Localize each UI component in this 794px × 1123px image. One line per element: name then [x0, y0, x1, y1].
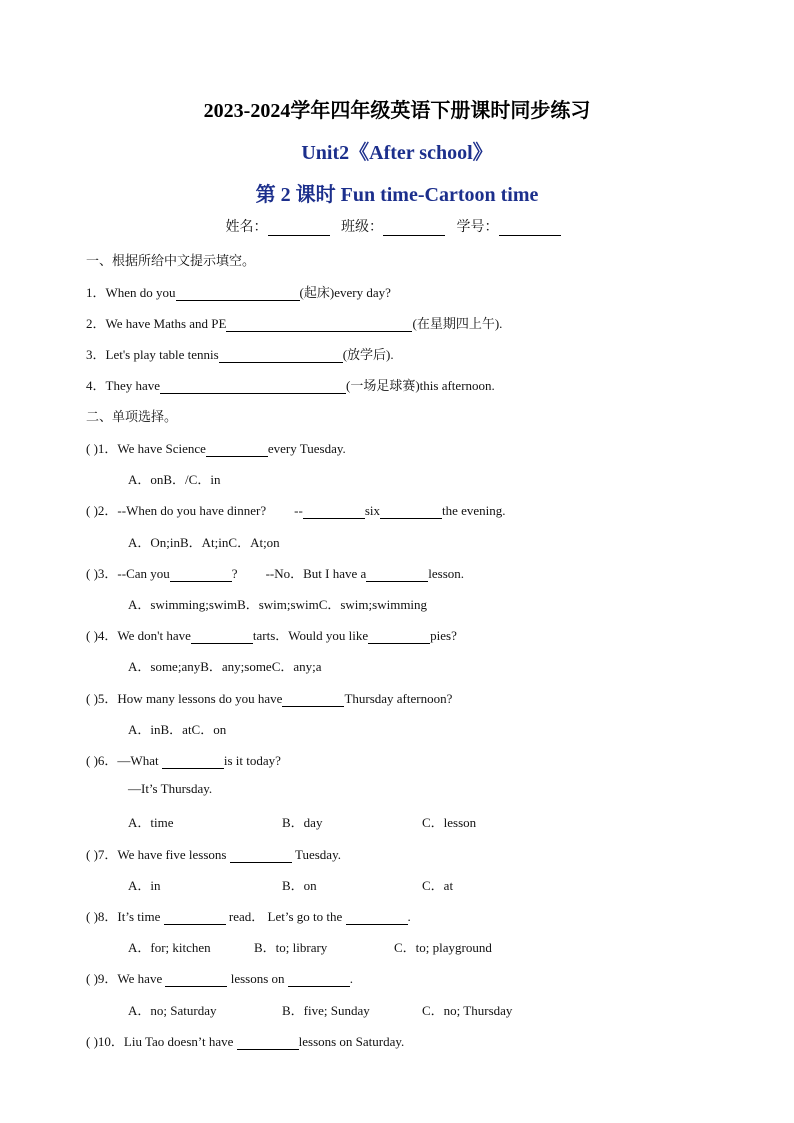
- option-a: A．for; kitchen: [128, 940, 211, 955]
- name-label: 姓名：: [225, 220, 268, 235]
- question-6-reply: —It’s Thursday.: [128, 781, 213, 796]
- option-b: B．five; Sunday: [282, 1003, 370, 1018]
- answer-blank[interactable]: [162, 755, 224, 769]
- lesson-title: 第 2 课时 Fun time-Cartoon time: [255, 184, 539, 206]
- answer-blank[interactable]: [288, 973, 350, 987]
- id-blank[interactable]: [499, 221, 561, 236]
- answer-paren[interactable]: ( ): [86, 441, 98, 456]
- answer-blank[interactable]: [303, 505, 365, 519]
- fill-item-4: 4．They have (一场足球赛)this afternoon.: [86, 378, 495, 393]
- answer-paren[interactable]: ( ): [86, 1034, 98, 1049]
- question-8: ( )8．It’s time read． Let’s go to the .: [86, 909, 411, 924]
- question-7: ( )7．We have five lessons Tuesday.: [86, 847, 341, 862]
- question-2: ( )2．--When do you have dinner? -- six the evening.: [86, 503, 506, 518]
- answer-blank[interactable]: [170, 568, 232, 582]
- answer-blank[interactable]: [176, 287, 300, 301]
- question-3-options: A．swimming;swimB．swim;swimC．swim;swimming: [128, 597, 428, 612]
- id-label: 学号：: [456, 220, 499, 235]
- question-4-options: A．some;anyB．any;someC．any;a: [128, 659, 322, 674]
- question-3: ( )3．--Can you ? --No．But I have a lesson.: [86, 566, 465, 581]
- question-1: ( )1．We have Science every Tuesday.: [86, 441, 346, 456]
- answer-blank[interactable]: [206, 443, 268, 457]
- option-c: C．at: [422, 878, 454, 893]
- answer-blank[interactable]: [226, 318, 412, 332]
- answer-blank[interactable]: [160, 380, 346, 394]
- question-4: ( )4．We don't have tarts．Would you like pies?: [86, 628, 457, 643]
- option-a: A．in: [128, 878, 161, 893]
- class-blank[interactable]: [383, 221, 445, 236]
- option-b: B．day: [282, 815, 323, 830]
- option-a: A．time: [128, 815, 174, 830]
- worksheet-title: 2023-2024学年四年级英语下册课时同步练习: [203, 100, 591, 122]
- answer-blank[interactable]: [230, 849, 292, 863]
- answer-blank[interactable]: [164, 911, 226, 925]
- answer-blank[interactable]: [380, 505, 442, 519]
- option-c: C．to; playground: [394, 940, 492, 955]
- question-10: ( )10．Liu Tao doesn’t have lessons on Saturday.: [86, 1034, 405, 1049]
- answer-blank[interactable]: [282, 693, 344, 707]
- answer-paren[interactable]: ( ): [86, 566, 98, 581]
- answer-blank[interactable]: [237, 1036, 299, 1050]
- section2-heading: 二、单项选择。: [86, 409, 178, 424]
- student-info-row: [0, 216, 794, 236]
- answer-paren[interactable]: ( ): [86, 847, 98, 862]
- question-9: ( )9．We have lessons on .: [86, 971, 354, 986]
- answer-paren[interactable]: ( ): [86, 909, 98, 924]
- unit-title: Unit2《After school》: [301, 142, 493, 164]
- answer-blank[interactable]: [346, 911, 408, 925]
- answer-paren[interactable]: ( ): [86, 971, 98, 986]
- answer-blank[interactable]: [366, 568, 428, 582]
- answer-blank[interactable]: [191, 630, 253, 644]
- option-c: C．lesson: [422, 815, 477, 830]
- question-6: ( )6．—What is it today?: [86, 753, 281, 768]
- fill-item-1: 1．When do you (起床)every day?: [86, 285, 391, 300]
- option-b: B．to; library: [254, 940, 328, 955]
- option-b: B．on: [282, 878, 317, 893]
- question-1-options: A．onB．/C．in: [128, 472, 221, 487]
- name-blank[interactable]: [268, 221, 330, 236]
- option-a: A．no; Saturday: [128, 1003, 217, 1018]
- section1-heading: 一、根据所给中文提示填空。: [86, 253, 256, 268]
- answer-paren[interactable]: ( ): [86, 628, 98, 643]
- question-5-options: A．inB．atC．on: [128, 722, 227, 737]
- class-label: 班级：: [341, 220, 383, 235]
- answer-paren[interactable]: ( ): [86, 753, 98, 768]
- question-5: ( )5．How many lessons do you have Thursday afternoon?: [86, 691, 453, 706]
- fill-item-2: 2．We have Maths and PE (在星期四上午).: [86, 316, 503, 331]
- answer-blank[interactable]: [165, 973, 227, 987]
- answer-blank[interactable]: [219, 349, 343, 363]
- answer-paren[interactable]: ( ): [86, 503, 98, 518]
- answer-paren[interactable]: ( ): [86, 691, 98, 706]
- question-2-options: A．On;inB．At;inC．At;on: [128, 535, 280, 550]
- fill-item-3: 3．Let's play table tennis (放学后).: [86, 347, 394, 362]
- answer-blank[interactable]: [368, 630, 430, 644]
- option-c: C．no; Thursday: [422, 1003, 513, 1018]
